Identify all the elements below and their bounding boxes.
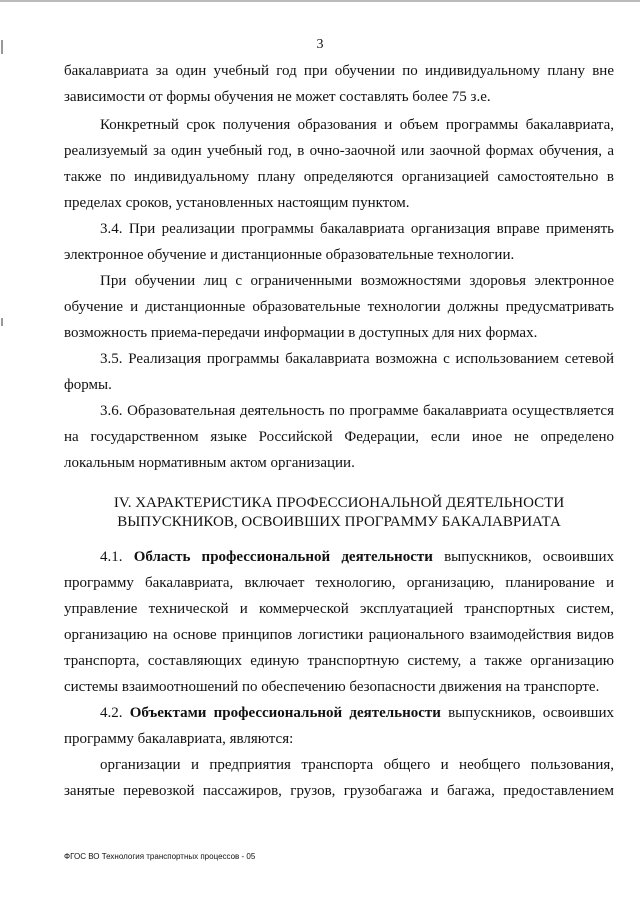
paragraph: При обучении лиц с ограниченными возможностями здоровья электронное обучение и дистанционные образовательные технологии должны предусматривать возможность приема-передачи информации в доступных для них формах.	[64, 273, 614, 341]
top-edge-line	[0, 0, 640, 2]
paragraph-3-6: 3.6. Образовательная деятельность по программе бакалавриата осуществляется на государственном языке Российской Федерации, если иное не определено локальным нормативным актом организации.	[64, 403, 614, 471]
paragraph-4-1	[64, 544, 614, 700]
document-footer: ФГОС ВО Технология транспортных процессов - 05	[64, 852, 256, 861]
paragraph-3-4: 3.4. При реализации программы бакалавриата организация вправе применять электронное обучение и дистанционные образовательные технологии.	[64, 221, 614, 263]
paragraph-4-2	[64, 700, 614, 752]
paragraph-number: 4.2.	[100, 705, 123, 721]
paragraph-text: выпускников, освоивших программу бакалавриата, включает технологию, организацию, планирование и управление технической и коммерческой эксплуатацией транспортных систем, организацию на основе принципов логистики рационального взаимодействия видов транспорта, составляющих единую транспортную систему, а также организацию системы взаимоотношений по обеспечению безопасности движения на транспорте.	[64, 549, 615, 695]
section-heading-line: ВЫПУСКНИКОВ, ОСВОИВШИХ ПРОГРАММУ БАКАЛАВРИАТА	[117, 514, 561, 530]
section-heading	[64, 494, 614, 532]
paragraph: Конкретный срок получения образования и объем программы бакалавриата, реализуемый за один учебный год, в очно-заочной или заочной формах обучения, а также по индивидуальному плану определяются организацией самостоятельно в пределах сроков, установленных настоящим пунктом.	[64, 117, 614, 211]
paragraph-3-5: 3.5. Реализация программы бакалавриата возможна с использованием сетевой формы.	[64, 351, 614, 393]
paragraph-text: выпускников, освоивших программу бакалавриата, являются:	[64, 705, 615, 747]
paragraph-continuation: бакалавриата за один учебный год при обучении по индивидуальному плану вне зависимости от формы обучения не может составлять более 75 з.е.	[64, 63, 614, 105]
paragraph: организации и предприятия транспорта общего и необщего пользования, занятые перевозкой пассажиров, грузов, грузобагажа и багажа, предоставлением	[64, 757, 614, 799]
paragraph-number: 4.1.	[100, 549, 123, 565]
section-heading-line: IV. ХАРАКТЕРИСТИКА ПРОФЕССИОНАЛЬНОЙ ДЕЯТЕЛЬНОСТИ	[113, 495, 565, 511]
page-number: 3	[316, 37, 324, 52]
scan-edge-mark	[1, 318, 3, 326]
bold-term: Область профессиональной деятельности	[133, 549, 433, 565]
bold-term: Объектами профессиональной деятельности	[129, 705, 441, 721]
